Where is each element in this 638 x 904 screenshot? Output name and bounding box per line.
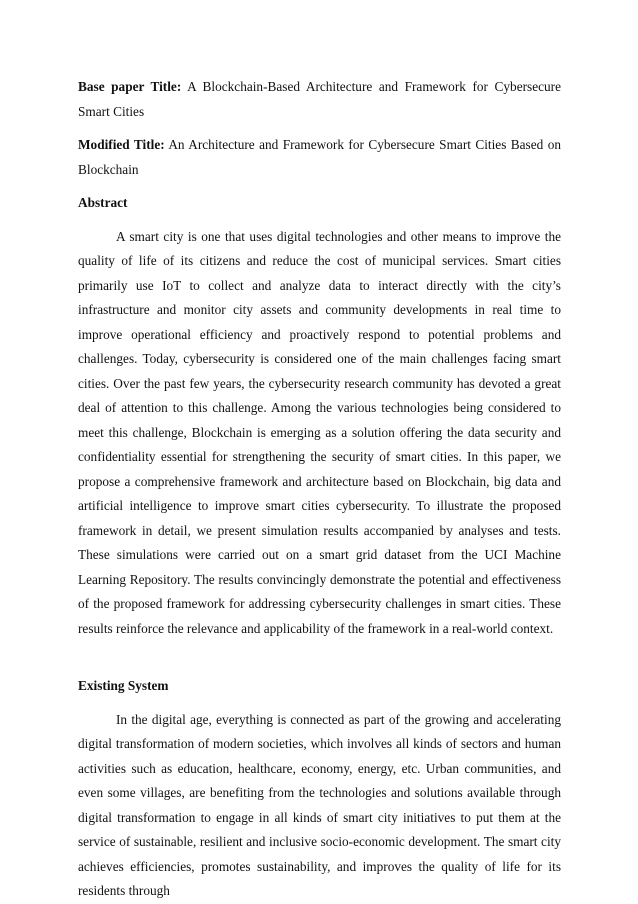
abstract-heading: Abstract [78, 195, 128, 210]
modified-title-label: Modified Title: [78, 137, 165, 152]
existing-system-body: In the digital age, everything is connected as part of the growing and accelerating digital transformation of modern societies, which involves all kinds of sectors and human activities such as education, healthcare, economy, energy, etc. Urban communities, and even some villages, are benefiting from the technologies and solutions available through digital transformation to engage in all kinds of smart city initiatives to put them at the service of sustainable, resilient and inclusive socio-economic development. The smart city achieves efficiencies, promotes sustainability, and improves the quality of life for its residents through [78, 711, 561, 898]
section-spacer [78, 641, 561, 674]
abstract-body: A smart city is one that uses digital technologies and other means to improve the quality of life of its citizens and reduce the cost of municipal services. Smart cities primarily use IoT to collect and analyze data to interact directly with the city’s infrastructure and monitor city assets and community developments in real time to improve operational efficiency and proactively respond to potential problems and challenges. Today, cybersecurity is considered one of the main challenges facing smart cities. Over the past few years, the cybersecurity research community has devoted a great deal of attention to this challenge. Among the various technologies being considered to meet this challenge, Blockchain is emerging as a solution offering the data security and confidentiality essential for strengthening the security of smart cities. In this paper, we propose a comprehensive framework and architecture based on Blockchain, big data and artificial intelligence to improve smart cities cybersecurity. To illustrate the proposed framework in detail, we present simulation results accompanied by analyses and tests. These simulations were carried out on a smart grid dataset from the UCI Machine Learning Repository. The results convincingly demonstrate the potential and effectiveness of the proposed framework for addressing cybersecurity challenges in smart cities. These results reinforce the relevance and applicability of the framework in a real-world context. [78, 228, 561, 636]
base-paper-title [78, 75, 561, 124]
existing-system-heading: Existing System [78, 678, 169, 693]
base-title-text: A Blockchain-Based Architecture and Framework for Cybersecure Smart Cities [78, 79, 561, 119]
modified-title [78, 133, 561, 182]
document-content [78, 75, 561, 904]
modified-title-text: An Architecture and Framework for Cybersecure Smart Cities Based on Blockchain [78, 137, 561, 177]
base-title-label: Base paper Title: [78, 79, 182, 94]
